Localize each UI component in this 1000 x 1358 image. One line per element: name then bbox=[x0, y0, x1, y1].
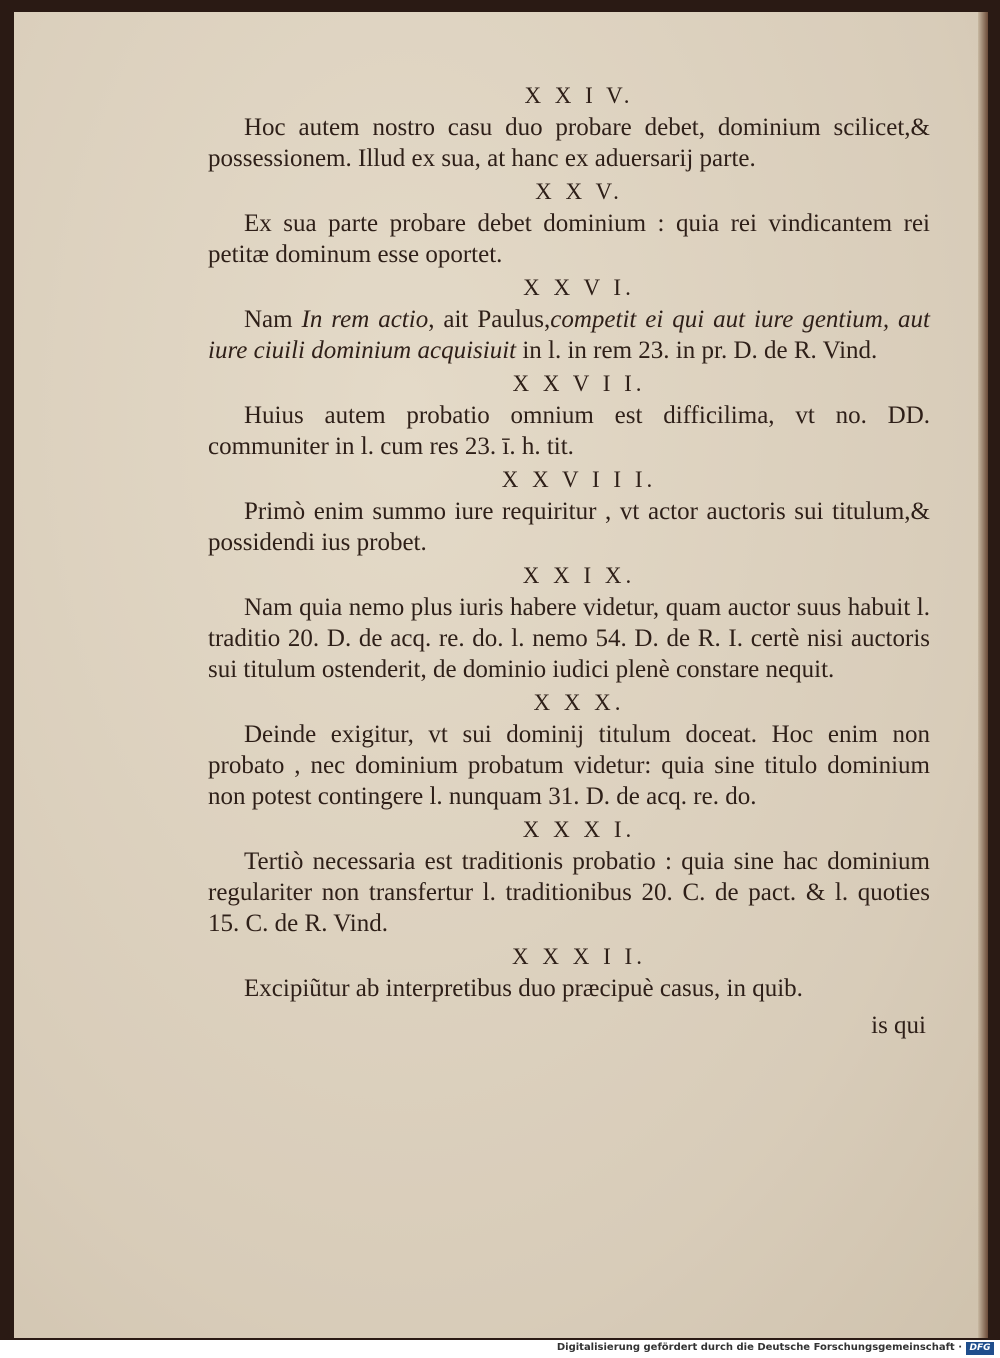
section-heading: X X V. bbox=[535, 179, 623, 204]
section-heading: X X X I I. bbox=[512, 944, 646, 969]
catchword: is qui bbox=[871, 1012, 926, 1039]
text-run: in l. in rem 23. in pr. D. de R. Vind. bbox=[516, 337, 878, 364]
section-heading: X X X I. bbox=[522, 817, 636, 842]
section-paragraph: Excipiũtur ab interpretibus duo præcipuè casus, in quib. bbox=[244, 975, 803, 1002]
text-run: Nam bbox=[244, 306, 302, 333]
section-paragraph: Huius autem probatio omnium est difficilima, vt no. DD. communiter in l. cum res 23. ī. h. tit. bbox=[208, 402, 930, 460]
section-heading: X X V I I I. bbox=[501, 467, 657, 492]
section-paragraph: Ex sua parte probare debet dominium : quia rei vindicantem rei petitæ dominum esse oportet. bbox=[208, 210, 930, 268]
section-paragraph: Nam quia nemo plus iuris habere videtur, quam auctor suus habuit l. traditio 20. D. de acq. re. do. l. nemo 54. D. de R. I. certè nisi auctoris sui titulum ostenderit, de dominio iudici plenè constare nequit. bbox=[208, 594, 930, 683]
text-block bbox=[208, 78, 930, 1041]
italic-quote: competit ei qui aut iure gentium, aut iure ciuili dominium acquisiuit bbox=[208, 306, 930, 364]
dfg-credit: Digitalisierung gefördert durch die Deutsche Forschungsgemeinschaft · bbox=[556, 1342, 962, 1353]
section-heading: X X V I. bbox=[523, 275, 635, 300]
section-paragraph: Tertiò necessaria est traditionis probatio : quia sine hac dominium regulariter non transfertur l. traditionibus 20. C. de pact. & l. quoties 15. C. de R. Vind. bbox=[208, 848, 930, 937]
text-run: , ait Paulus, bbox=[428, 306, 551, 333]
section-paragraph: Primò enim summo iure requiritur , vt actor auctoris sui titulum,& possidendi ius probet. bbox=[208, 498, 930, 556]
section-heading: X X V I I. bbox=[512, 371, 646, 396]
dfg-logo-icon: DFG bbox=[966, 1342, 994, 1355]
section-heading: X X I X. bbox=[522, 563, 636, 588]
section-paragraph: Deinde exigitur, vt sui dominij titulum doceat. Hoc enim non probato , nec dominium probatum videtur: quia sine titulo dominium non potest contingere l. nunquam 31. D. de acq. re. do. bbox=[208, 721, 930, 810]
italic-quote: In rem actio bbox=[301, 306, 429, 333]
section-paragraph: Hoc autem nostro casu duo probare debet, dominium scilicet,& possessionem. Illud ex sua, at hanc ex aduersarij parte. bbox=[208, 114, 930, 172]
section-heading: X X X. bbox=[533, 690, 625, 715]
page-edge bbox=[978, 12, 988, 1338]
footer-bar bbox=[0, 1340, 1000, 1358]
section-heading: X X I V. bbox=[524, 83, 634, 108]
section-paragraph bbox=[208, 304, 930, 366]
